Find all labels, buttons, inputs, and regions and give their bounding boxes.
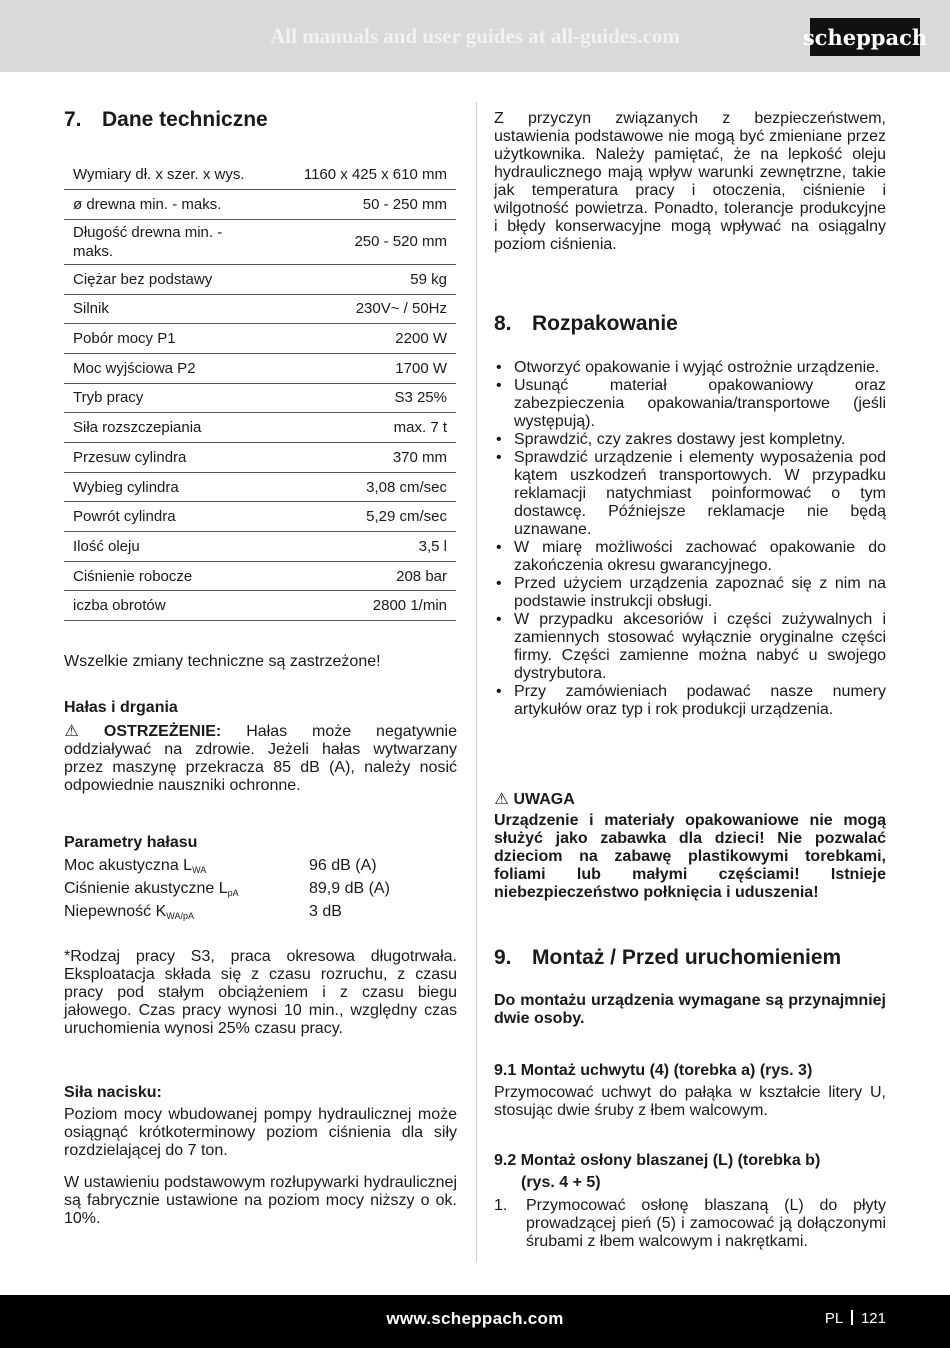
technical-data-table xyxy=(64,160,456,621)
step-text: Przymocować osłonę blaszaną (L) do płyty prowadzącej pień (5) i zamocować ją dołączonymi śrubami z łbem walcowym i nakrętkami. xyxy=(526,1197,886,1250)
list-item: • Usunąć materiał opakowaniowy oraz zabezpieczenia opakowania/transportowe (jeśli występują). xyxy=(494,377,886,431)
noise-heading: Hałas i drgania xyxy=(64,699,178,716)
noise-param-value: 96 dB (A) xyxy=(309,857,377,874)
spec-label: Ciśnienie robocze xyxy=(64,561,262,591)
spec-value: 2200 W xyxy=(262,324,456,354)
spec-value: max. 7 t xyxy=(262,413,456,443)
spec-value: S3 25% xyxy=(262,383,456,413)
spec-label: Silnik xyxy=(64,294,262,324)
warning-triangle-icon: ⚠ xyxy=(494,791,509,808)
column-divider xyxy=(476,102,477,1262)
noise-param-label: Niepewność K xyxy=(64,903,167,920)
section-number: 9. xyxy=(494,946,512,969)
spec-label: Moc wyjściowa P2 xyxy=(64,353,262,383)
spec-value: 1700 W xyxy=(262,353,456,383)
list-item: • Otworzyć opakowanie i wyjąć ostrożnie urządzenie. xyxy=(494,359,886,377)
list-item: • Sprawdzić, czy zakres dostawy jest kompletny. xyxy=(494,431,886,449)
section-number: 8. xyxy=(494,312,512,335)
spec-label: Pobór mocy P1 xyxy=(64,324,262,354)
spec-value: 5,29 cm/sec xyxy=(262,502,456,532)
spec-row xyxy=(64,294,456,324)
warning-text: Hałas może negatywnie oddziaływać na zdrowie. Jeżeli hałas wytwarzany przez maszynę przekracza 85 dB (A), należy nosić odpowiednie nauszniki ochronne. xyxy=(64,723,457,794)
spec-label: Ilość oleju xyxy=(64,532,262,562)
subsection-9-2-figure-ref: (rys. 4 + 5) xyxy=(521,1174,601,1191)
noise-param-label: Ciśnienie akustyczne L xyxy=(64,880,228,897)
list-item: • Przed użyciem urządzenia zapoznać się z nim na podstawie instrukcji obsługi. xyxy=(494,575,886,611)
noise-param-row xyxy=(64,903,404,921)
caution-text: Urządzenie i materiały opakowaniowe nie mogą służyć jako zabawka dla dzieci! Nie pozwalać dzieciom na zabawę plastikowymi torebkami, foliami lub małymi częściami! Istnieje niebezpieczeństwo połknięcia i uduszenia! xyxy=(494,812,886,901)
section-9-heading xyxy=(494,945,841,971)
spec-label: Wymiary dł. x szer. x wys. xyxy=(64,160,262,190)
noise-param-label: Moc akustyczna L xyxy=(64,857,193,874)
spec-label: Siła rozszczepiania xyxy=(64,413,262,443)
language-code: PL xyxy=(824,1310,843,1327)
spec-row xyxy=(64,591,456,621)
section-title: Dane techniczne xyxy=(102,108,268,131)
spec-row xyxy=(64,502,456,532)
caution-label: UWAGA xyxy=(513,791,575,808)
list-item: • Przy zamówieniach podawać nasze numery artykułów oraz typ i rok produkcji urządzenia. xyxy=(494,683,886,719)
subsection-9-1-heading: 9.1 Montaż uchwytu (4) (torebka a) (rys. 3) xyxy=(494,1062,813,1079)
watermark-text: All manuals and user guides at all-guides.com xyxy=(270,24,680,48)
page-indicator xyxy=(825,1310,886,1327)
unpacking-list xyxy=(494,359,886,719)
spec-row xyxy=(64,160,456,190)
pressure-text-2: W ustawieniu podstawowym rozłupywarki hydraulicznej są fabrycznie ustawione na poziom mocy niższy o ok. 10%. xyxy=(64,1174,457,1227)
settings-intro-text: Z przyczyn związanych z bezpieczeństwem, ustawienia podstawowe nie mogą być zmieniane przez użytkownika. Należy pamiętać, że na lepkość oleju hydraulicznego mają wpływ warunki zewnętrzne, takie jak temperatura pracy i otoczenia, ciśnienie i wilgotność powietrza. Ponadto, tolerancje produkcyjne i błędy konserwacyjne mogą wpływać na osiągalny poziom ciśnienia. xyxy=(494,110,886,253)
pressure-heading: Siła nacisku: xyxy=(64,1084,162,1101)
spec-row xyxy=(64,472,456,502)
spec-value: 50 - 250 mm xyxy=(262,190,456,220)
spec-label: Ciężar bez podstawy xyxy=(64,264,262,294)
header-bar xyxy=(0,0,950,72)
spec-row xyxy=(64,324,456,354)
spec-value: 208 bar xyxy=(262,561,456,591)
noise-param-subscript: pA xyxy=(227,888,239,898)
section-title: Montaż / Przed uruchomieniem xyxy=(532,946,842,969)
warning-label: OSTRZEŻENIE: xyxy=(103,723,222,740)
spec-label: Wybieg cylindra xyxy=(64,472,262,502)
noise-param-row xyxy=(64,857,404,875)
spec-row xyxy=(64,219,456,264)
section-7-heading xyxy=(64,107,268,133)
noise-param-subscript: WA xyxy=(192,865,207,875)
scheppach-logo: scheppach xyxy=(810,18,920,56)
spec-row xyxy=(64,353,456,383)
pressure-text: Poziom mocy wbudowanej pompy hydraulicznej może osiągnąć krótkoterminowy poziom ciśnienia dla siły rozdzielającej do 7 ton. xyxy=(64,1106,457,1159)
spec-value: 3,08 cm/sec xyxy=(262,472,456,502)
noise-warning xyxy=(64,721,457,795)
spec-value: 2800 1/min xyxy=(262,591,456,621)
subsection-9-2-heading: 9.2 Montaż osłony blaszanej (L) (torebka b) xyxy=(494,1152,821,1169)
page-number: 121 xyxy=(860,1310,886,1327)
page-separator xyxy=(851,1310,853,1325)
subsection-9-1-text: Przymocować uchwyt do pałąka w kształcie litery U, stosując dwie śruby z łbem walcowym. xyxy=(494,1084,886,1119)
spec-label: Tryb pracy xyxy=(64,383,262,413)
list-item: • W miarę możliwości zachować opakowanie do zakończenia okresu gwarancyjnego. xyxy=(494,539,886,575)
technical-changes-note: Wszelkie zmiany techniczne są zastrzeżone! xyxy=(64,653,381,670)
spec-row xyxy=(64,413,456,443)
noise-param-value: 89,9 dB (A) xyxy=(309,880,390,897)
spec-label: iczba obrotów xyxy=(64,591,262,621)
list-item: • W przypadku akcesoriów i części zużywalnych i zamiennych stosować wyłącznie oryginalne części firmy. Części zamienne można nabyć u swojego dystrybutora. xyxy=(494,611,886,683)
spec-row xyxy=(64,561,456,591)
list-item: • Sprawdzić urządzenie i elementy wyposażenia pod kątem uszkodzeń transportowych. W przypadku reklamacji natychmiast poinformować o tym dostawcę. Późniejsze reklamacje nie będą uznawane. xyxy=(494,449,886,539)
spec-value: 59 kg xyxy=(262,264,456,294)
spec-value: 230V~ / 50Hz xyxy=(262,294,456,324)
section-8-heading xyxy=(494,311,678,337)
spec-label: Długość drewna min. - maks. xyxy=(64,219,262,264)
caution-heading xyxy=(494,789,886,809)
assembly-intro: Do montażu urządzenia wymagane są przynajmniej dwie osoby. xyxy=(494,992,886,1027)
spec-value: 3,5 l xyxy=(262,532,456,562)
spec-row xyxy=(64,532,456,562)
warning-triangle-icon: ⚠ xyxy=(64,723,79,740)
spec-value: 250 - 520 mm xyxy=(262,219,456,264)
spec-value: 370 mm xyxy=(262,443,456,473)
website-url: www.scheppach.com xyxy=(386,1309,564,1328)
spec-row xyxy=(64,443,456,473)
noise-param-value: 3 dB xyxy=(309,903,342,920)
spec-row xyxy=(64,190,456,220)
spec-label: ø drewna min. - maks. xyxy=(64,190,262,220)
spec-label: Przesuw cylindra xyxy=(64,443,262,473)
duty-cycle-note: *Rodzaj pracy S3, praca okresowa długotrwała. Eksploatacja składa się z czasu rozruchu, z czasu pracy pod stałym obciążeniem i z czasu biegu jałowego. Czas pracy wynosi 10 min., względny czas uruchomienia wynosi 25% czasu pracy. xyxy=(64,948,457,1037)
noise-param-subscript: WA/pA xyxy=(166,911,194,921)
section-number: 7. xyxy=(64,108,82,131)
noise-param-row xyxy=(64,880,404,898)
step-number: 1. xyxy=(494,1197,508,1214)
spec-row xyxy=(64,264,456,294)
noise-params-heading: Parametry hałasu xyxy=(64,834,198,851)
spec-table-body xyxy=(64,160,456,621)
spec-value: 1160 x 425 x 610 mm xyxy=(262,160,456,190)
spec-row xyxy=(64,383,456,413)
footer-bar xyxy=(0,1295,950,1348)
spec-label: Powrót cylindra xyxy=(64,502,262,532)
section-title: Rozpakowanie xyxy=(532,312,678,335)
